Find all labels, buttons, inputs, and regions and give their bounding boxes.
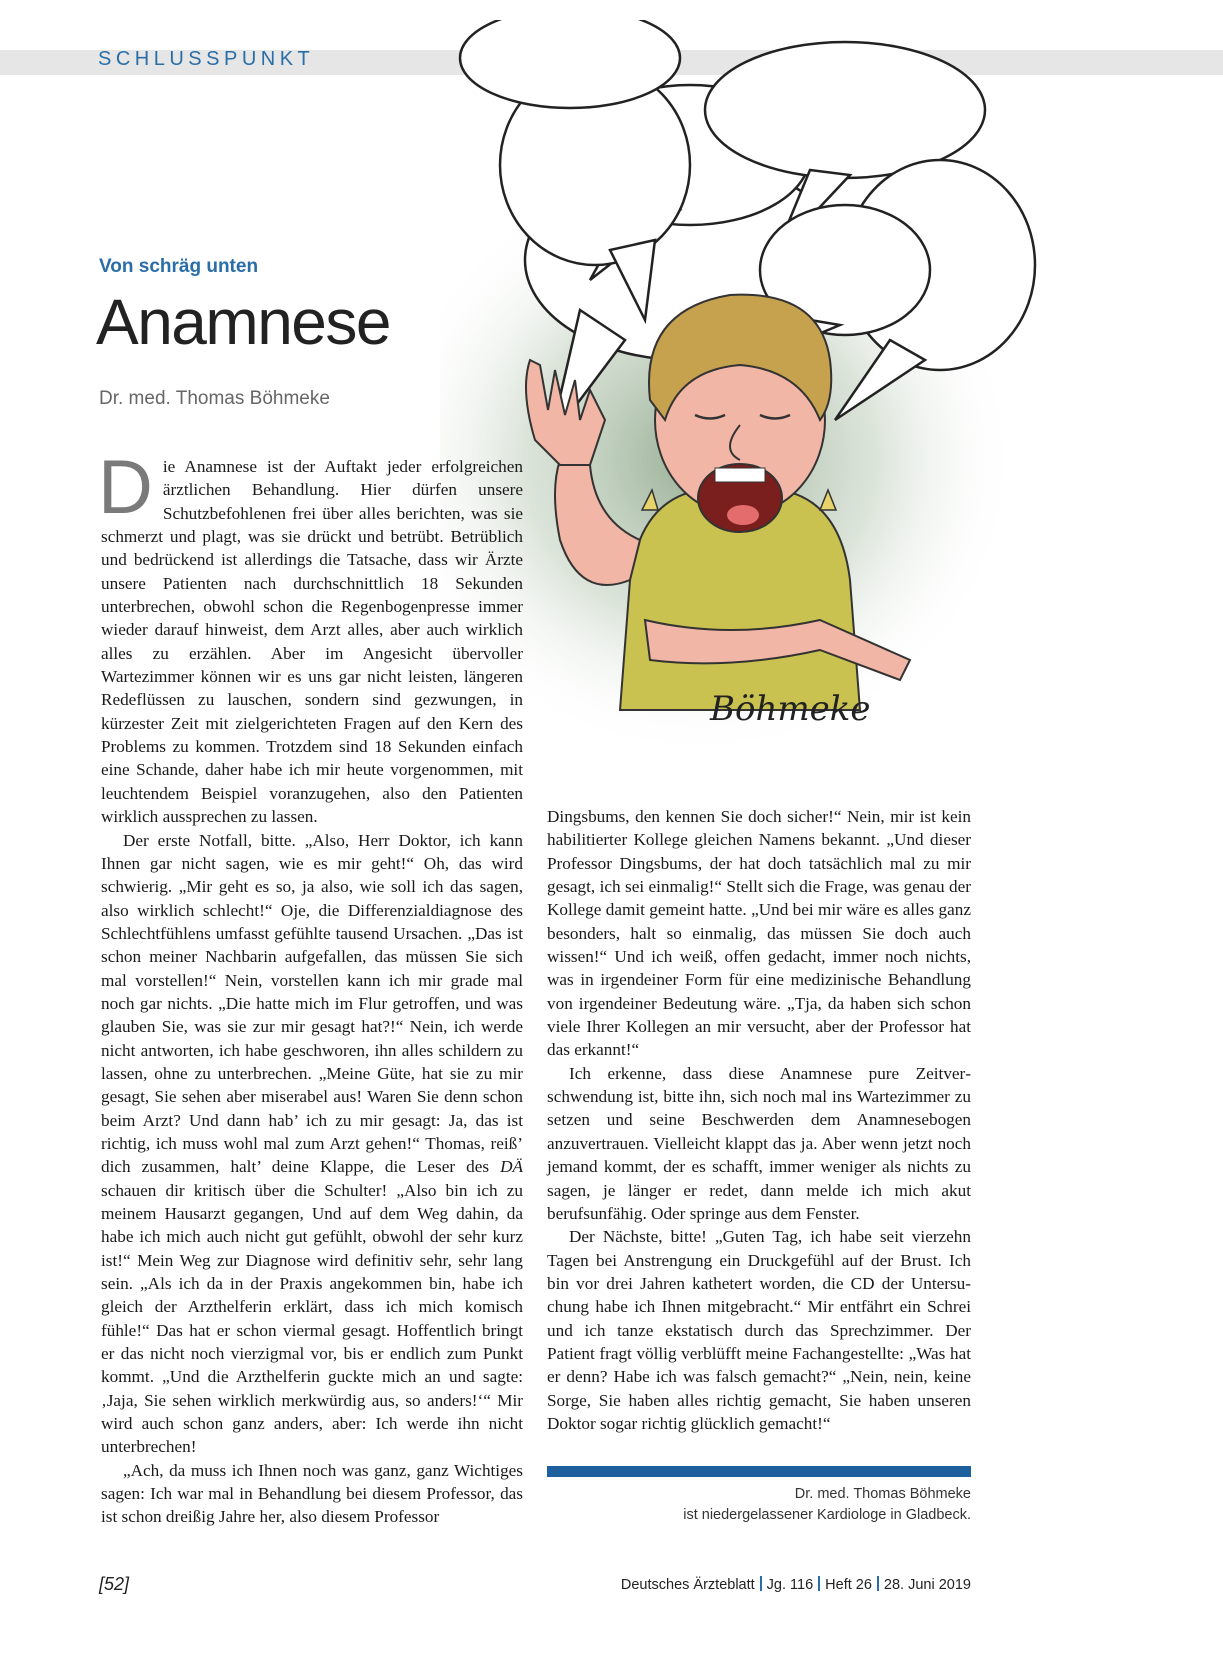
paragraph: Ich erkenne, dass diese Anamnese pure Zeitverschwendung ist, bitte ihn, sich noch mal ins Wartezimmer zu setzen und seine Beschwerden dem Anamnesebogen anzuvertrauen. Vielleicht klappt das ja. Aber wenn jetzt noch jemand kommt, der es schafft, immer weniger als nichts zu sagen, je länger er redet, dann melde ich mich akut berufsunfähig. Oder springe aus dem Fenster. — [547, 1063, 971, 1223]
article-kicker: Von schräg unten — [99, 256, 259, 277]
issue: Heft 26 — [825, 1577, 872, 1593]
article-title: Anamnese — [96, 286, 390, 358]
text-column-right — [547, 805, 971, 1435]
footer-citation — [621, 1576, 971, 1593]
bio-role: ist niedergelassener Kardiologe in Gladbeck. — [683, 1507, 971, 1523]
journal-abbrev: DÄ — [500, 1157, 523, 1177]
journal-name: Deutsches Ärzteblatt — [620, 1577, 755, 1593]
separator — [877, 1576, 879, 1591]
author-bio — [547, 1484, 971, 1526]
paragraph: „Ach, da muss ich Ihnen noch was ganz, ganz Wichtiges sagen: Ich war mal in Behandlung bei diesem Professor, das ist schon dreißig Jahre her, also diesem Professor — [101, 1460, 523, 1527]
drop-cap: D — [98, 445, 153, 530]
paragraph: Der Nächste, bitte! „Guten Tag, ich habe seit vierzehn Tagen bei Anstrengung ein Druckgefühl auf der Brust. Ich bin vor drei Jahren kathetert worden, die CD der Untersuchung habe ich Ihnen mitgebracht.“ Mir entfährt ein Schrei und ich tanze ekstatisch durch das Sprechzimmer. Der Patient fragt völlig verblüfft meine Fachangestellte: „Was hat er denn? Habe ich was falsch gemacht?“ „Nein, nein, keine Sorge, Sie haben alles richtig gemacht, Sie haben unseren Doktor sogar richtig glücklich gemacht!“ — [547, 1227, 971, 1433]
issue-date: 28. Juni 2019 — [883, 1577, 971, 1593]
bio-name: Dr. med. Thomas Böhmeke — [794, 1486, 971, 1502]
paragraph: Der erste Notfall, bitte. „Also, Herr Doktor, ich kann Ihnen gar nicht sagen, wie es mir geht!“ Oh, das wird schwierig. „Mir geht es so, ja also, wie soll ich das sagen, also wirklich schlecht!“ Oje, die Differenzialdiagnose des Schlechtfühlens umfasst gefühlte tausend Ursachen. „Das ist schon meiner Nachbarin aufgefallen, das müssen Sie sich mal vorstellen!“ Nein, vorstellen kann ich mir grade mal noch gar nichts. „Die hatte mich im Flur getroffen, und was glauben Sie, was sie zur mir gesagt hat?!“ Nein, ich werde nicht antworten, ich habe geschworen, ihn alles schildern zu lassen, ohne zu unterbrechen. „Meine Güte, hat sie zu mir gesagt, Sie sehen aber miserabel aus! Waren Sie denn schon beim Arzt? Und dann hab’ ich zu mir gesagt: Ja, das ist richtig, ich muss wohl mal zum Arzt gehen!“ Thomas, reiß’ dich zusammen, halt’ deine Klappe, die Leser des DÄ schauen dir kritisch über die Schulter! „Also bin ich zu meinem Hausarzt gegangen, Und auf dem Weg dahin, da habe ich mich auch nicht gut gefühlt, obwohl der sehr kurz ist!“ Mein Weg zur Diagnose wird definitiv sehr, sehr lang sein. „Als ich da in der Praxis angekommen bin, habe ich gleich der Arzthelferin erklärt, dass ich mich komisch fühle!“ Das hat er schon viermal gesagt. Hoffentlich bringt er das nicht noch vierzigmal vor, bis er endlich zum Punkt kommt. „Und die Arzthelferin guckte mich an und sagte: ‚Jaja, Sie sehen wirklich merkwürdig aus, so anders!‘“ Mir wird auch schon ganz anders, aber: Ich werde ihn nicht unterbrechen! — [101, 830, 523, 1457]
artist-signature: Böhmeke — [710, 689, 871, 729]
paragraph: Die Anamnese ist der Auftakt jeder erfolgreichen ärztlichen Behandlung. Hier dürfen unsere Schutzbefohlenen frei über alles berichten, was sie schmerzt und plagt, was sie drückt und betrübt. Betrüblich und bedrückend ist allerdings die Tatsache, dass wir Ärzte unsere Patienten nach durchschnittlich 18 Sekunden unterbrechen, obwohl schon die Regenbogenpresse immer wieder darauf hinweist, dem Arzt alles, aber auch wirklich alles zu erzählen. Aber im Angesicht übervoller Wartezimmer können wir es uns gar nicht leisten, längeren Redeflüssen zu lauschen, sondern sind gezwungen, in kürzester Zeit mit zielgerichteten Fragen auf den Kern des Problems zu kommen. Trotzdem sind 18 Sekunden einfach eine Schande, daher habe ich mir heute vorgenommen, mit leuchtendem Beispiel voranzugehen, also den Patienten wirklich aussprechen zu lassen. — [98, 445, 523, 827]
volume: Jg. 116 — [766, 1577, 814, 1593]
cartoon-illustration — [440, 20, 1223, 780]
paragraph: Dingsbums, den kennen Sie doch sicher!“ Nein, mir ist kein habilitierter Kollege gleichen Namens bekannt. „Und dieser Professor Dingsbums, der hat doch tatsächlich mal zu mir gesagt, ich sei einmalig!“ Stellt sich die Frage, was genau der Kollege damit gemeint hatte. „Und bei mir wäre es alles ganz besonders, halt so einmalig, das müssen Sie doch auch wissen!“ Und ich weiß, offen gedacht, immer noch nichts, was in irgendeiner Form für eine medizinische Behandlung von irgendeiner Bedeutung wäre. „Tja, da haben sich schon viele Ihrer Kollegen an mir versucht, aber der Professor hat das erkannt!“ — [547, 807, 971, 1060]
page-number: [52] — [99, 1574, 130, 1594]
section-label: SCHLUSSPUNKT — [98, 48, 315, 70]
article-author: Dr. med. Thomas Böhmeke — [99, 388, 330, 409]
separator — [818, 1576, 820, 1591]
text-column-left — [98, 445, 523, 1529]
separator — [760, 1576, 762, 1591]
speech-bubble — [705, 42, 985, 178]
speech-bubble — [460, 20, 680, 108]
bio-divider — [547, 1466, 971, 1477]
